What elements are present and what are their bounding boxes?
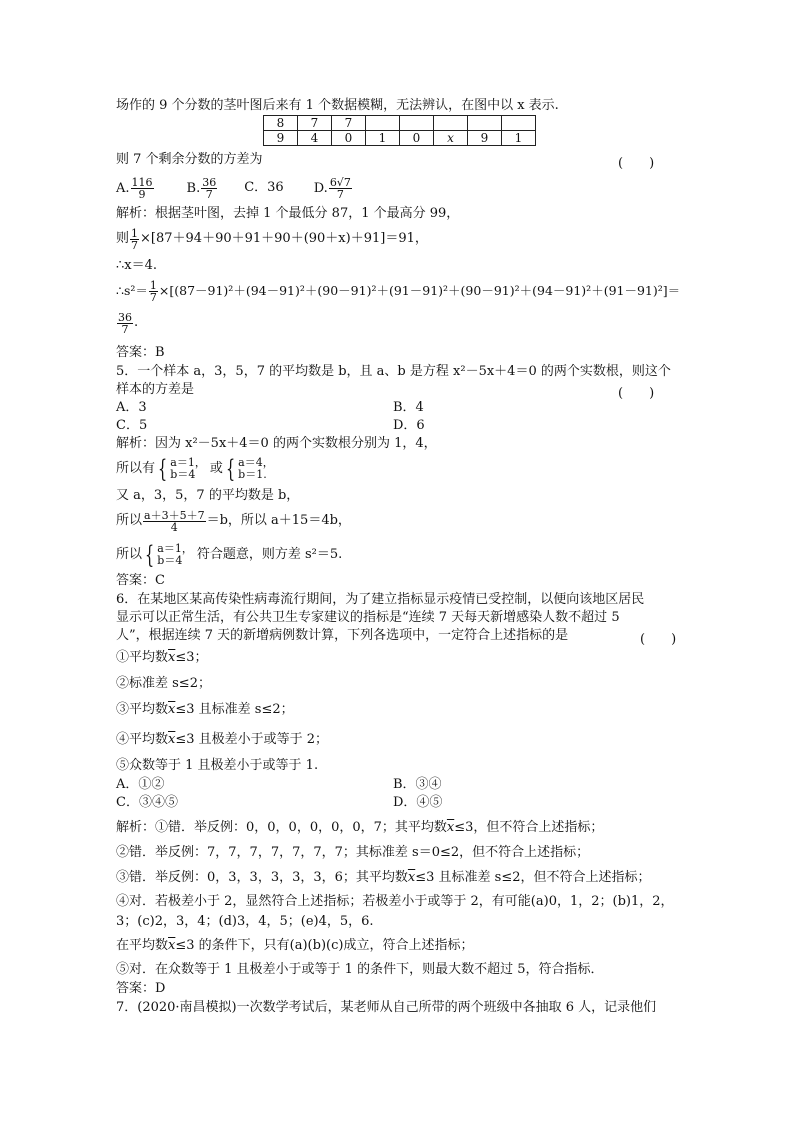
q5-option-b: B．4: [393, 400, 424, 415]
q4-solution-3: ∴x＝4.: [116, 258, 158, 273]
q6-solution-6: [116, 938, 473, 954]
q4-solution-5: $\frac{36}{7}$ .: [118, 310, 139, 336]
text: ④平均数: [116, 732, 169, 747]
q6-answer: 答案：D: [116, 981, 166, 996]
equation-row: a＝1，: [170, 456, 206, 469]
table-cell: x: [434, 131, 468, 146]
q6-condition-2: ②标准差 s≤2；: [116, 676, 211, 691]
fraction-numerator: 116: [131, 175, 153, 189]
q5-line-1: 5．一个样本 a，3，5，7 的平均数是 b，且 a、b 是方程 x²－5x＋4＝0 的两个实数根，则这个: [116, 364, 671, 379]
text: ①平均数: [116, 650, 169, 665]
stem-leaf-table: [263, 115, 536, 146]
q5-solution-3: 又 a，3，5，7 的平均数是 b，: [116, 488, 300, 503]
table-cell: [502, 116, 536, 131]
x-bar: $\overline{x}$: [407, 870, 416, 885]
q4-stem: 则 7 个剩余分数的方差为: [116, 152, 263, 167]
text: ×[(87－91)²＋(94－91)²＋(90－91)²＋(91－91)²＋(90－91)²＋(94－91)²＋(91－91)²]＝: [158, 283, 681, 298]
table-cell: 7: [332, 116, 366, 131]
fraction-denominator: 7: [336, 187, 344, 201]
q5-option-a: A．3: [116, 400, 147, 415]
text: 则: [116, 231, 130, 246]
q6-solution-1: [116, 820, 603, 836]
q6-solution-4: ④对．若极差小于 2，显然符合上述指标；若极差小于或等于 2，有可能(a)0，1，2；(b)1，2，: [116, 894, 674, 909]
q4-options: [116, 172, 353, 204]
text: ≤3 且极差小于或等于 2；: [175, 732, 329, 747]
q6-option-b: B．③④: [393, 777, 442, 792]
q6-condition-1: [116, 650, 208, 666]
q4-option-b: [187, 177, 219, 200]
q4-solution-4: [116, 276, 680, 306]
table-cell: 1: [502, 131, 536, 146]
fraction-denominator: 7: [205, 187, 213, 201]
option-label: D.: [313, 180, 328, 196]
fraction-denominator: 7: [149, 290, 157, 304]
table-cell: [468, 116, 502, 131]
intro-line: 场作的 9 个分数的茎叶图后来有 1 个数据模糊，无法辨认，在图中以 x 表示.: [116, 98, 559, 113]
fraction-denominator: 9: [138, 187, 146, 201]
table-cell: 8: [264, 116, 298, 131]
x-bar: $\overline{x}$: [168, 650, 176, 665]
q5-option-c: C．5: [116, 418, 148, 433]
q6-line-1: 6．在某地区某高传染性病毒流行期间，为了建立指标显示疫情已受控制，以便向该地区居民: [116, 592, 645, 607]
text: ③平均数: [116, 702, 169, 717]
q6-solution-2: ②错．举反例：7，7，7，7，7，7，7；其标准差 s＝0≤2，但不符合上述指标；: [116, 845, 590, 860]
q5-paren: ( ): [618, 386, 655, 401]
equation-row: b＝1.: [238, 468, 267, 481]
q6-line-3: 人”，根据连续 7 天的新增病例数计算，下列各选项中，一定符合上述指标的是: [116, 628, 569, 643]
table-cell: 1: [366, 131, 400, 146]
equation-row: b＝4: [157, 554, 183, 567]
equation-row: a＝4，: [238, 456, 274, 469]
table-cell: 0: [400, 131, 434, 146]
q4-paren: ( ): [618, 156, 655, 171]
table-row: [264, 116, 536, 131]
table-cell: 7: [298, 116, 332, 131]
fraction-numerator: 6√7: [329, 175, 351, 189]
fraction-numerator: 36: [118, 310, 132, 324]
q6-solution-7: ⑤对．在众数等于 1 且极差小于或等于 1 的条件下，则最大数不超过 5，符合指标．: [116, 962, 604, 977]
text: 所以有: [116, 461, 156, 476]
x-bar: $\overline{x}$: [168, 732, 176, 747]
q4-option-d: [314, 177, 353, 200]
table-cell: [434, 116, 468, 131]
text: 所以: [116, 513, 143, 528]
q6-line-2: 显示可以正常生活，有公共卫生专家建议的指标是“连续 7 天每天新增感染人数不超过 5: [116, 610, 620, 625]
q6-solution-3: [116, 870, 651, 886]
text: ≤3 的条件下，只有(a)(b)(c)成立，符合上述指标；: [175, 938, 474, 953]
text: ≤3，但不符合上述指标；: [454, 820, 604, 835]
q6-condition-4: [116, 732, 328, 748]
text: ∴s²＝: [116, 283, 148, 298]
fraction-denominator: 7: [131, 238, 139, 252]
q5-solution-2: [116, 454, 274, 484]
q6-condition-3: [116, 702, 294, 718]
q5-option-d: D．6: [393, 418, 425, 433]
text: 在平均数: [116, 938, 169, 953]
q6-option-d: D．④⑤: [393, 795, 443, 810]
q4-solution-1: 解析：根据茎叶图，去掉 1 个最低分 87，1 个最高分 99，: [116, 206, 460, 221]
text: ≤3；: [175, 650, 208, 665]
option-label: A.: [116, 180, 130, 196]
text: ≤3 且标准差 s≤2；: [175, 702, 294, 717]
equation-row: b＝4: [170, 468, 196, 481]
option-label: B.: [186, 180, 201, 196]
equation-row: a＝1，: [157, 542, 193, 555]
x-bar: $\overline{x}$: [446, 820, 455, 835]
q4-solution-2: [116, 224, 428, 254]
text: 符合题意，则方差 s²＝5.: [196, 547, 343, 562]
q5-solution-1: 解析：因为 x²－5x＋4＝0 的两个实数根分别为 1，4，: [116, 436, 437, 451]
fraction-numerator: 1: [149, 278, 157, 292]
q5-solution-4: [116, 506, 351, 536]
q6-paren: ( ): [640, 632, 677, 647]
x-bar: $\overline{x}$: [168, 702, 176, 717]
table-cell: [400, 116, 434, 131]
q4-option-a: [116, 177, 155, 200]
text: 解析：①错．举反例：0，0，0，0，0，0，7；其平均数: [116, 820, 447, 835]
fraction-denominator: 7: [121, 322, 129, 336]
text: 所以: [116, 547, 143, 562]
q6-option-a: A．①②: [116, 777, 165, 792]
text: ×[87＋94＋90＋91＋90＋(90＋x)＋91]＝91，: [140, 231, 428, 246]
table-cell: 9: [468, 131, 502, 146]
q7-line-1: 7．(2020·南昌模拟)一次数学考试后，某老师从自己所带的两个班级中各抽取 6 人，记录他们: [116, 1000, 657, 1015]
text: ＝b，所以 a＋15＝4b，: [206, 513, 351, 528]
q4-answer: 答案：B: [116, 345, 165, 360]
fraction-denominator: 4: [170, 520, 178, 534]
text: ≤3 且标准差 s≤2，但不符合上述指标；: [415, 870, 651, 885]
q5-line-2: 样本的方差是: [116, 382, 195, 397]
q4-option-c: C．36: [244, 180, 284, 195]
table-row: [264, 131, 536, 146]
table-cell: 4: [298, 131, 332, 146]
q6-solution-5: 3；(c)2，3，4；(d)3，4，5；(e)4，5，6.: [116, 914, 374, 929]
equation-system: { a＝1， b＝4: [158, 455, 206, 483]
q6-condition-5: ⑤众数等于 1 且极差小于或等于 1.: [116, 758, 319, 773]
q5-answer: 答案：C: [116, 573, 165, 588]
fraction-numerator: a＋3＋5＋7: [144, 508, 205, 522]
fraction-numerator: 36: [202, 175, 217, 189]
table-cell: 0: [332, 131, 366, 146]
equation-system: { a＝4， b＝1.: [225, 455, 274, 483]
equation-system: { a＝1， b＝4: [145, 541, 193, 569]
fraction-numerator: 1: [131, 226, 139, 240]
text: ③错．举反例：0，3，3，3，3，3，6；其平均数: [116, 870, 408, 885]
table-cell: [366, 116, 400, 131]
table-cell: 9: [264, 131, 298, 146]
q6-option-c: C．③④⑤: [116, 795, 178, 810]
text: 或: [209, 461, 223, 476]
q5-solution-5: [116, 540, 342, 570]
x-bar: $\overline{x}$: [168, 938, 176, 953]
